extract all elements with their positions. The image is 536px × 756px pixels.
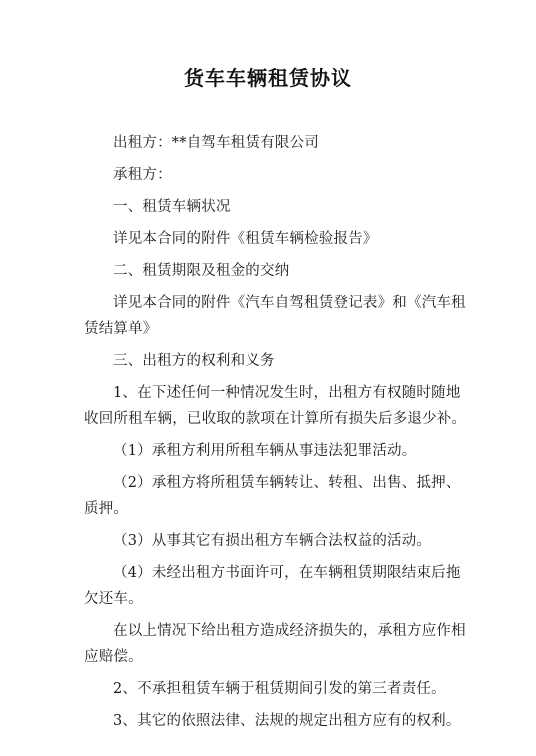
- list-item: （4）未经出租方书面许可，在车辆租赁期限结束后拖欠还车。: [84, 565, 461, 607]
- paragraph: 3、其它的依照法律、法规的规定出租方应有的权利。: [113, 713, 461, 729]
- document-body: [84, 130, 472, 734]
- list-item: （2）承租方将所租赁车辆转让、转租、出售、抵押、质押。: [84, 475, 461, 517]
- paragraph: 在以上情况下给出租方造成经济损失的，承租方应作相应赔偿。: [84, 623, 466, 665]
- section-heading-1: 一、租赁车辆状况: [113, 199, 231, 215]
- section-heading-2: 二、租赁期限及租金的交纳: [113, 263, 290, 279]
- paragraph-lessor: 出租方：**自驾车租赁有限公司: [113, 135, 319, 151]
- paragraph: 详见本合同的附件《汽车自驾租赁登记表》和《汽车租赁结算单》: [84, 295, 466, 337]
- section-heading-3: 三、出租方的权利和义务: [113, 353, 275, 369]
- paragraph: 1、在下述任何一种情况发生时，出租方有权随时随地收回所租车辆，已收取的款项在计算所有损失后多退少补。: [84, 385, 467, 427]
- list-item: （1）承租方利用所租车辆从事违法犯罪活动。: [113, 443, 417, 459]
- paragraph: 2、不承担租赁车辆于租赁期间引发的第三者责任。: [113, 681, 446, 697]
- list-item: （3）从事其它有损出租方车辆合法权益的活动。: [113, 533, 432, 549]
- document-title: 货车车辆租赁协议: [184, 66, 352, 90]
- paragraph: 详见本合同的附件《租赁车辆检验报告》: [113, 231, 378, 247]
- paragraph-lessee: 承租方：: [113, 167, 172, 183]
